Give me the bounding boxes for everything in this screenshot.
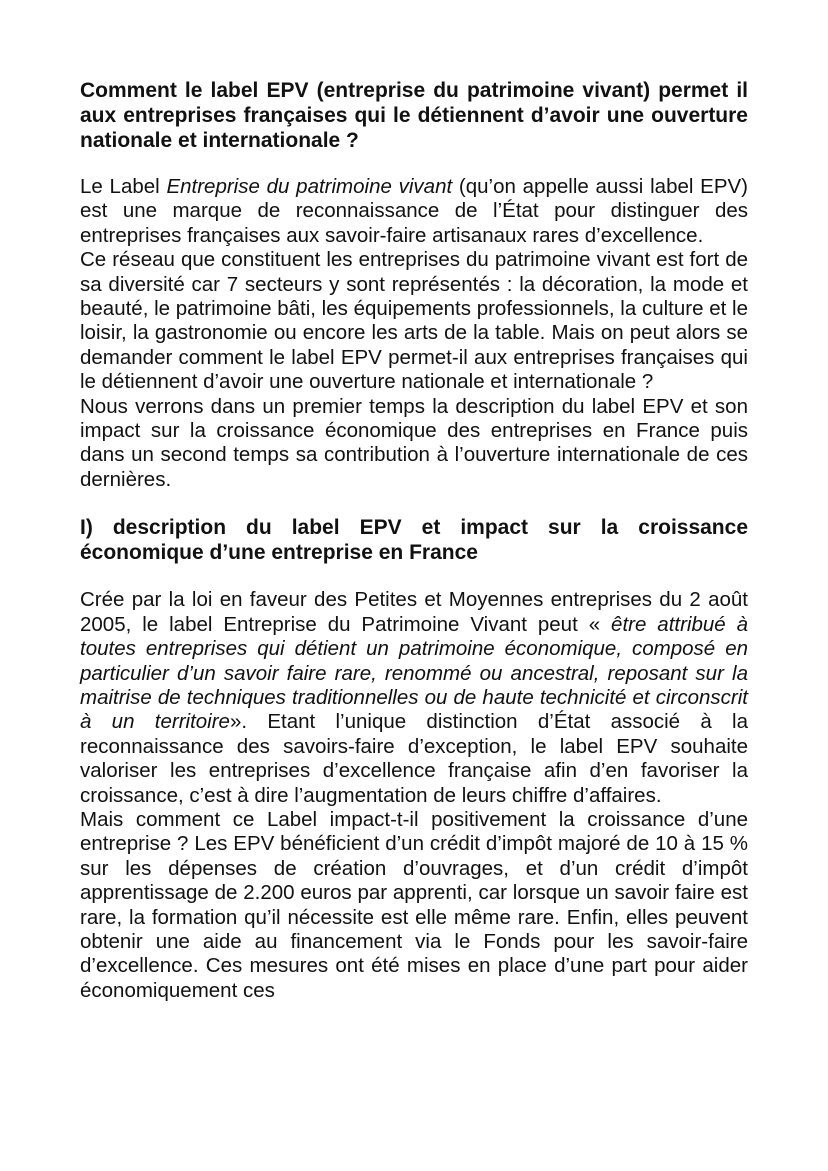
s1-p1-text-c: ». Etant l’unique distinction d’État associé à la reconnaissance des savoirs-faire d’exception, le label EPV souhaite valoriser les entreprises d’excellence française afin d’en favoriser la croissance, c’est à dire l’augmentation de leurs chiffre d’affaires.: [80, 710, 748, 807]
section-1-paragraph-1: [80, 588, 748, 808]
intro-paragraph-2: Ce réseau que constituent les entreprises du patrimoine vivant est fort de sa diversité car 7 secteurs y sont représentés : la décoration, la mode et beauté, le patrimoine bâti, les équipements professionnels, la culture et le loisir, la gastronomie ou encore les arts de la table. Mais on peut alors se demander comment le label EPV permet-il aux entreprises françaises qui le détiennent d’avoir une ouverture nationale et internationale ?: [80, 248, 748, 394]
intro-p1-text-c: (qu’on appelle aussi label EPV) est une marque de reconnaissance de l’État pour distinguer des entreprises françaises aux savoir-faire artisanaux rares d’excellence.: [80, 175, 749, 247]
document-title: Comment le label EPV (entreprise du patrimoine vivant) permet il aux entreprises françaises qui le détiennent d’avoir une ouverture nationale et internationale ?: [80, 79, 748, 152]
s1-p1-italic-quote: être attribué à toutes entreprises qui détient un patrimoine économique, composé en particulier d’un savoir faire rare, renommé ou ancestral, reposant sur la maitrise de techniques traditionnelles ou de haute technicité et circonscrit à un territoire: [80, 612, 749, 734]
s1-p1-text-a: Crée par la loi en faveur des Petites et Moyennes entreprises du 2 août 2005, le label Entreprise du Patrimoine Vivant peut «: [80, 588, 748, 636]
document-page: [80, 78, 748, 1003]
intro-p1-text-a: Le Label: [80, 175, 167, 198]
intro-p1-italic-label: Entreprise du patrimoine vivant: [166, 175, 453, 198]
section-1-paragraph-2: Mais comment ce Label impact-t-il positivement la croissance d’une entreprise ? Les EPV bénéficient d’un crédit d’impôt majoré de 10 à 15 % sur les dépenses de création d’ouvrages, et d’un crédit d’impôt apprentissage de 2.200 euros par apprenti, car lorsque un savoir faire est rare, la formation qu’il nécessite est elle même rare. Enfin, elles peuvent obtenir une aide au financement via le Fonds pour les savoir-faire d’excellence. Ces mesures ont été mises en place d’une part pour aider économiquement ces: [80, 807, 748, 1002]
intro-paragraph-3: Nous verrons dans un premier temps la description du label EPV et son impact sur la croissance économique des entreprises en France puis dans un second temps sa contribution à l’ouverture internationale de ces dernières.: [80, 394, 748, 491]
intro-paragraph-1: [80, 175, 748, 248]
section-1-heading: I) description du label EPV et impact sur la croissance économique d’une entreprise en France: [80, 516, 748, 565]
